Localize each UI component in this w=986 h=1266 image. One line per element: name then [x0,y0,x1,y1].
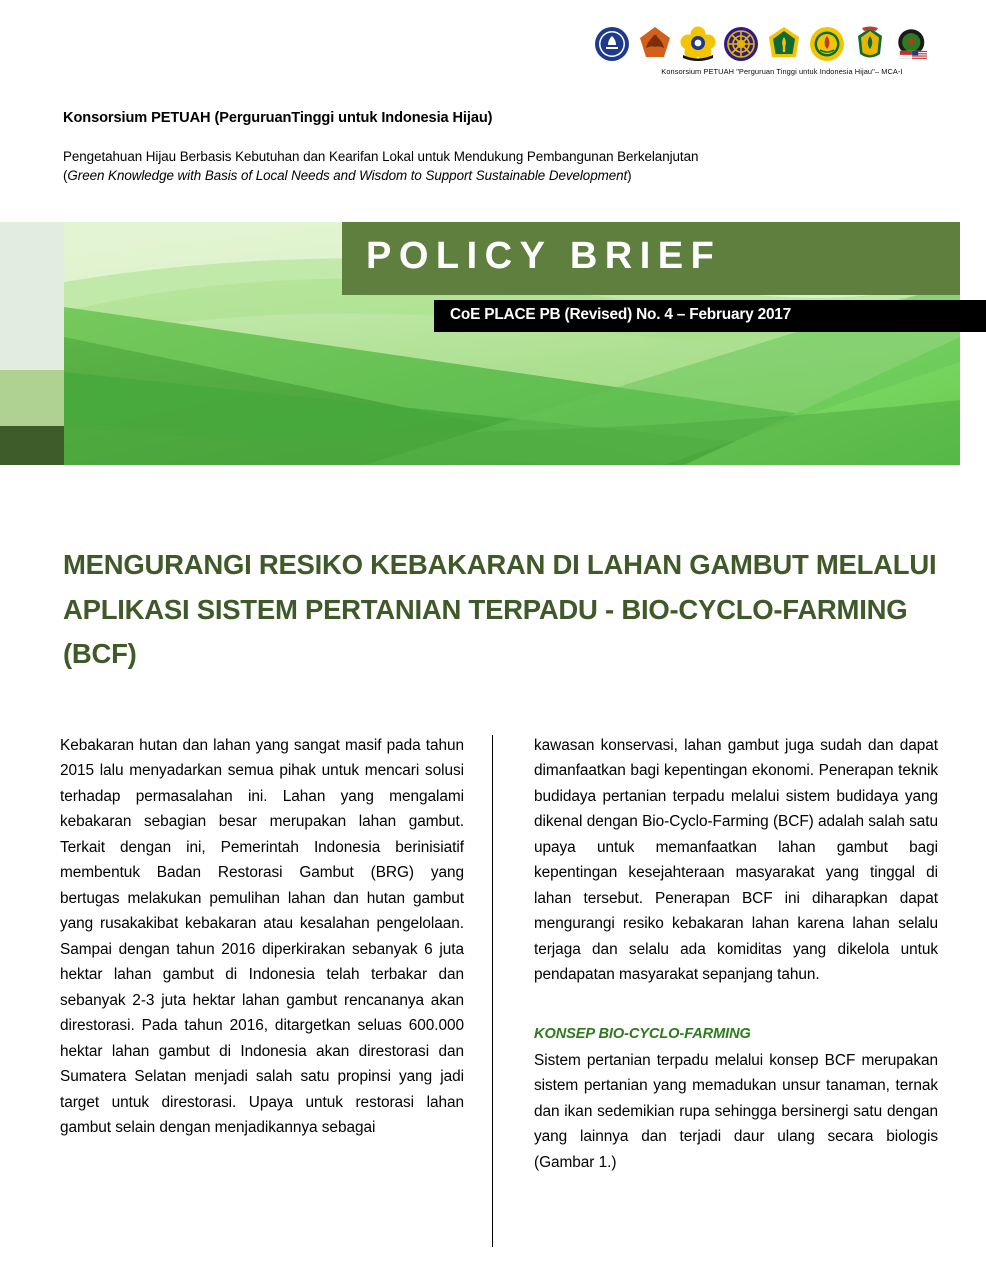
consortium-title: Konsorsium PETUAH (PerguruanTinggi untuk Indonesia Hijau) [63,110,493,126]
subtitle-english-line [63,166,943,185]
policy-brief-label: POLICY BRIEF [366,235,722,277]
universitas-lampung-seal-icon [850,24,890,64]
hero-side-blocks [0,222,64,465]
left-column [60,733,464,1141]
right-paragraph-1: kawasan konservasi, lahan gambut juga sudah dan dapat dimanfaatkan bagi kepentingan ekonomi. Penerapan teknik budidaya pertanian terpadu melalui sistem budidaya yang dikenal dengan Bio-Cyclo-Farming (BCF) adalah salah satu upaya untuk memanfaatkan lahan gambut bagi kepentingan kesejahteraan masyarakat yang tinggal di lahan tersebut. Penerapan BCF ini diharapkan dapat mengurangi resiko kebakaran lahan karena lahan selalu terjaga dan selalu ada komiditas yang dikelola untuk pendapatan masyarakat sepanjang tahun. [534,737,938,984]
universitas-mataram-seal-icon [807,24,847,64]
universitas-sriwijaya-seal-icon [764,24,804,64]
consortium-logo-strip [592,22,972,84]
paren-close: ) [627,168,632,184]
right-column [534,733,938,1175]
universitas-hasanuddin-seal-icon [678,24,718,64]
left-paragraph-1: Kebakaran hutan dan lahan yang sangat masif pada tahun 2015 lalu menyadarkan semua pihak untuk mencari solusi terhadap permasalahan ini. Lahan yang mengalami kebakaran sebagian besar merupakan lahan gambut. Terkait dengan ini, Pemerintah Indonesia berinisiatif membentuk Badan Restorasi Gambut (BRG) yang bertugas melakukan pemulihan lahan dan hutan gambut yang rusakakibat kebakaran atau kesalahan pengelolaan. Sampai dengan tahun 2016 diperkirakan sebanyak 6 juta hektar lahan gambut di Indonesia telah terbakar dan sebanyak 2-3 juta hektar lahan gambut rencananya akan direstorasi. Pada tahun 2016, ditargetkan seluas 600.000 hektar lahan gambut di Indonesia akan direstorasi dan Sumatera Selatan menjadi salah satu propinsi yang jadi target untuk direstorasi. Upaya untuk restorasi lahan gambut selain dengan menjadikannya sebagai [60,737,464,1137]
side-block-sage [0,370,64,426]
paren-open: ( [63,168,68,184]
mca-indonesia-logo-icon [893,24,933,64]
side-block-mint [0,222,64,370]
subtitle-english: Green Knowledge with Basis of Local Needs and Wisdom to Support Sustainable Development [67,168,628,184]
column-divider [492,735,493,1247]
universitas-andalas-seal-icon [635,24,675,64]
consortium-subtitle [63,147,943,185]
side-block-olive [0,426,64,465]
section-heading-konsep-bcf: KONSEP BIO-CYCLO-FARMING [534,1025,751,1042]
ipb-bogor-seal-icon [592,24,632,64]
masthead [63,110,943,185]
subtitle-indonesian: Pengetahuan Hijau Berbasis Kebutuhan dan Kearifan Lokal untuk Mendukung Pembangunan Berkelanjutan [63,149,699,164]
logo-caption: Konsorsium PETUAH "Perguruan Tinggi untuk Indonesia Hijau"– MCA-I [661,67,903,76]
right-paragraph-2: Sistem pertanian terpadu melalui konsep BCF merupakan sistem pertanian yang memadukan unsur tanaman, ternak dan ikan sedemikian rupa sehingga bersinergi satu dengan yang lainnya dan terjadi daur ulang secara biologis (Gambar 1.) [534,1051,938,1171]
page-title: MENGURANGI RESIKO KEBAKARAN DI LAHAN GAMBUT MELALUI APLIKASI SISTEM PERTANIAN TERPADU - BIO-CYCLO-FARMING (BCF) [63,549,937,670]
logo-row [592,22,972,64]
issue-line: CoE PLACE PB (Revised) No. 4 – February 2017 [450,306,792,323]
universitas-udayana-seal-icon [721,24,761,64]
